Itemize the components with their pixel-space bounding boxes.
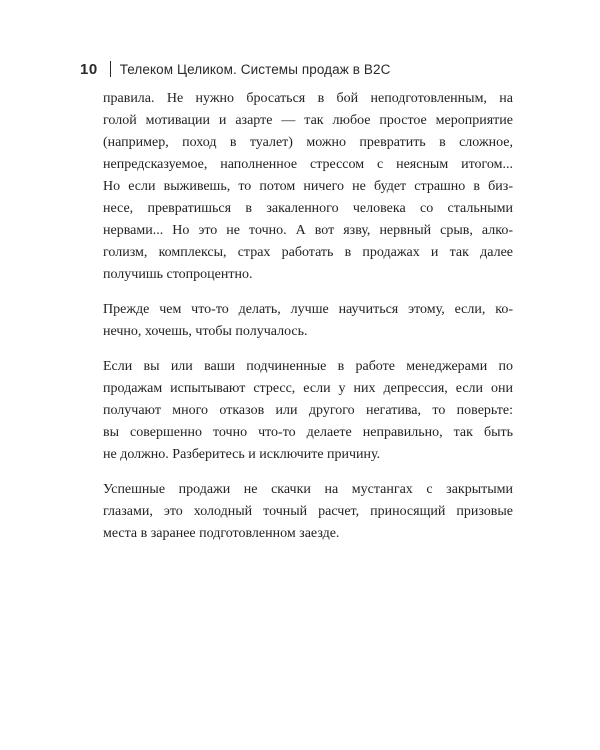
page-number: 10 (80, 60, 98, 78)
text-line: вы совершенно точно что-то делаете неправильно, так быть (103, 425, 513, 440)
text-line: голизм, комплексы, страх работать в продажах и так далее (103, 245, 513, 260)
body-text (103, 88, 513, 558)
text-line: Если вы или ваши подчиненные в работе менеджерами по (103, 359, 513, 374)
text-line: нечно, хочешь, чтобы получалось. (103, 324, 308, 339)
text-line: Но если выживешь, то потом ничего не будет страшно в биз- (103, 179, 513, 194)
text-line: (например, поход в туалет) можно превратить в сложное, (103, 135, 513, 150)
paragraph (103, 299, 513, 343)
text-line: голой мотивации и азарте — так любое простое мероприятие (103, 113, 513, 128)
text-line: правила. Не нужно бросаться в бой неподготовленным, на (103, 91, 513, 106)
paragraph (103, 356, 513, 466)
paragraph (103, 88, 513, 286)
header-divider (110, 61, 111, 77)
page-header (80, 58, 390, 80)
text-line: получают много отказов или другого негатива, то поверьте: (103, 403, 513, 418)
text-line: непредсказуемое, наполненное стрессом с неясным итогом... (103, 157, 513, 172)
paragraph (103, 479, 513, 545)
text-line: нервами... Но это не точно. А вот язву, нервный срыв, алко- (103, 223, 513, 238)
text-line: места в заранее подготовленном заезде. (103, 526, 340, 541)
text-line: Успешные продажи не скачки на мустангах с закрытыми (103, 482, 513, 497)
running-title: Телеком Целиком. Системы продаж в B2C (119, 61, 391, 77)
text-line: получишь стопроцентно. (103, 267, 253, 282)
text-line: не должно. Разберитесь и исключите причину. (103, 447, 381, 462)
text-line: глазами, это холодный точный расчет, приносящий призовые (103, 504, 513, 519)
text-line: Прежде чем что-то делать, лучше научиться этому, если, ко- (103, 302, 513, 317)
text-line: продажам испытывают стресс, если у них депрессия, если они (103, 381, 513, 396)
text-line: несе, превратишься в закаленного человека со стальными (103, 201, 513, 216)
